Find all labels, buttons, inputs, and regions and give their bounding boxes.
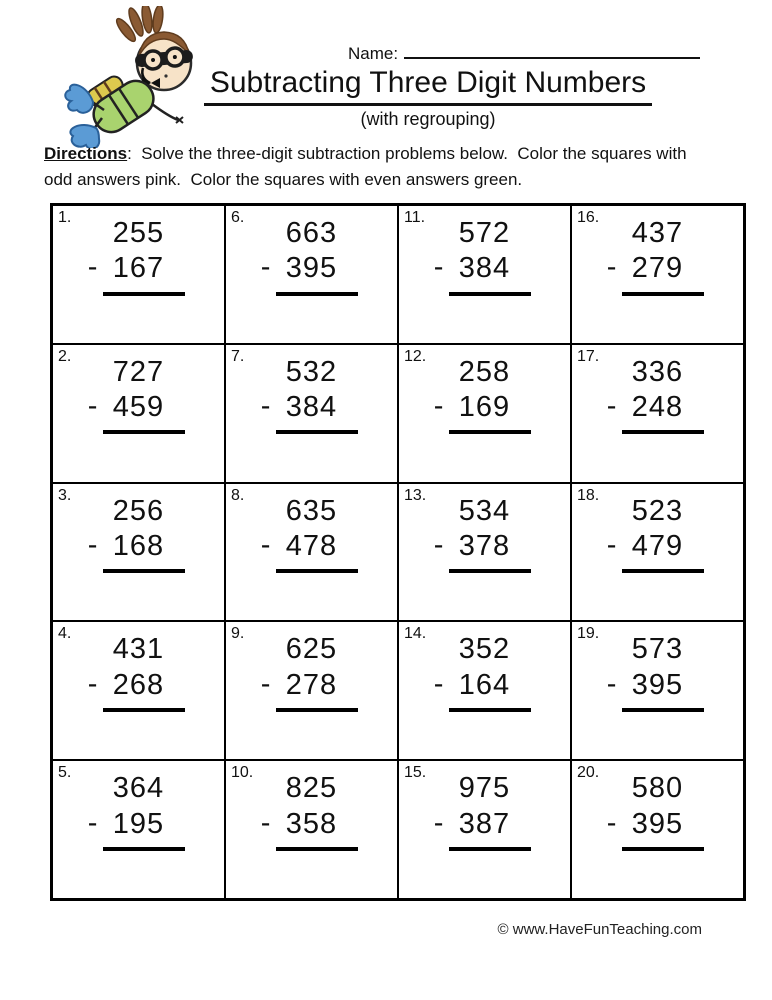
subtrahend-row	[433, 390, 511, 424]
problem-number: 17.	[577, 347, 600, 365]
minuend: 975	[458, 772, 511, 805]
minuend: 635	[285, 494, 338, 527]
minus-sign: -	[260, 528, 272, 561]
problem-cell[interactable]	[571, 621, 744, 760]
problem-cell[interactable]	[571, 344, 744, 483]
answer-line[interactable]	[622, 708, 704, 712]
minus-sign: -	[433, 528, 445, 561]
subtrahend-row	[433, 806, 511, 841]
minus-sign: -	[87, 667, 99, 700]
problem-number: 12.	[404, 347, 427, 365]
problem-cell[interactable]	[571, 205, 744, 344]
subtrahend-row	[87, 390, 165, 424]
problem-cell[interactable]	[52, 760, 225, 899]
subtrahend-row	[260, 390, 338, 424]
problem-number: 13.	[404, 486, 427, 504]
subtraction-problem	[53, 772, 224, 851]
minuend: 431	[112, 633, 165, 666]
problem-number: 18.	[577, 486, 600, 504]
answer-line[interactable]	[103, 847, 185, 851]
minus-sign: -	[606, 667, 618, 700]
subtrahend-row	[606, 806, 684, 841]
problem-cell[interactable]	[571, 483, 744, 622]
subtrahend: 378	[458, 529, 511, 562]
subtrahend: 387	[458, 807, 511, 840]
subtrahend: 167	[112, 252, 165, 285]
subtraction-problem	[399, 633, 570, 712]
problem-number: 5.	[58, 764, 72, 782]
name-fill-line[interactable]	[404, 44, 700, 59]
minus-sign: -	[260, 806, 272, 839]
problem-cell[interactable]	[398, 205, 571, 344]
answer-line[interactable]	[622, 569, 704, 573]
subtrahend-row	[606, 528, 684, 563]
minuend: 625	[285, 633, 338, 666]
problem-number: 4.	[58, 625, 72, 643]
problem-number: 1.	[58, 209, 72, 226]
answer-line[interactable]	[276, 847, 358, 851]
directions-line1	[44, 141, 754, 167]
answer-line[interactable]	[276, 430, 358, 434]
problem-cell[interactable]	[398, 344, 571, 483]
directions	[44, 141, 754, 194]
minuend: 534	[458, 494, 511, 527]
subtrahend: 395	[631, 807, 684, 840]
problem-number: 2.	[58, 347, 72, 365]
subtrahend-row	[260, 528, 338, 563]
subtraction-problem	[572, 217, 743, 296]
subtraction-problem	[226, 495, 397, 574]
subtraction-problem	[53, 633, 224, 712]
minuend: 572	[458, 217, 511, 249]
problems-grid	[50, 203, 746, 901]
answer-line[interactable]	[276, 292, 358, 296]
subtrahend: 358	[285, 807, 338, 840]
subtrahend: 395	[285, 252, 338, 285]
subtraction-problem	[53, 217, 224, 296]
answer-line[interactable]	[622, 292, 704, 296]
problem-cell[interactable]	[398, 760, 571, 899]
answer-line[interactable]	[276, 708, 358, 712]
answer-line[interactable]	[276, 569, 358, 573]
subtraction-problem	[572, 633, 743, 712]
subtraction-problem	[572, 356, 743, 435]
problem-cell[interactable]	[398, 483, 571, 622]
minus-sign: -	[87, 528, 99, 561]
answer-line[interactable]	[103, 708, 185, 712]
name-row	[348, 44, 700, 64]
problem-cell[interactable]	[225, 483, 398, 622]
subtraction-problem	[226, 772, 397, 851]
subtraction-problem	[399, 772, 570, 851]
subtrahend: 268	[112, 668, 165, 701]
subtrahend-row	[87, 667, 165, 702]
minus-sign: -	[606, 390, 618, 423]
subtrahend: 168	[112, 529, 165, 562]
minuend: 532	[285, 355, 338, 388]
subtraction-problem	[572, 772, 743, 851]
subtrahend-row	[87, 251, 165, 285]
problem-number: 6.	[231, 209, 245, 226]
answer-line[interactable]	[103, 292, 185, 296]
problem-number: 14.	[404, 625, 427, 643]
subtrahend: 279	[631, 252, 684, 285]
subtrahend: 384	[285, 391, 338, 424]
subtraction-problem	[399, 217, 570, 296]
directions-line2: odd answers pink. Color the squares with even answers green.	[44, 170, 523, 190]
footer-credit: © www.HaveFunTeaching.com	[497, 921, 702, 938]
answer-line[interactable]	[103, 430, 185, 434]
subtrahend-row	[606, 667, 684, 702]
answer-line[interactable]	[449, 708, 531, 712]
minus-sign: -	[606, 251, 618, 284]
minuend: 523	[631, 494, 684, 527]
problem-cell[interactable]	[52, 205, 225, 344]
page-subtitle: (with regrouping)	[360, 109, 496, 129]
minus-sign: -	[606, 806, 618, 839]
minus-sign: -	[260, 251, 272, 284]
minus-sign: -	[433, 806, 445, 839]
problem-cell[interactable]	[225, 621, 398, 760]
minuend: 727	[112, 355, 165, 388]
subtrahend-row	[260, 806, 338, 841]
subtrahend: 478	[285, 529, 338, 562]
subtrahend-row	[606, 251, 684, 285]
subtraction-problem	[226, 356, 397, 435]
subtrahend-row	[87, 528, 165, 563]
problem-number: 7.	[231, 347, 245, 365]
minus-sign: -	[433, 390, 445, 423]
minuend: 364	[112, 772, 165, 805]
subtrahend: 479	[631, 529, 684, 562]
subtrahend-row	[433, 251, 511, 285]
minuend: 580	[631, 772, 684, 805]
subtraction-problem	[399, 495, 570, 574]
subtrahend-row	[260, 667, 338, 702]
name-label: Name:	[348, 44, 399, 63]
minus-sign: -	[87, 806, 99, 839]
answer-line[interactable]	[622, 430, 704, 434]
subtrahend: 195	[112, 807, 165, 840]
answer-line[interactable]	[449, 292, 531, 296]
subtraction-problem	[572, 495, 743, 574]
subtrahend-row	[260, 251, 338, 285]
minuend: 663	[285, 217, 338, 249]
answer-line[interactable]	[449, 430, 531, 434]
title-block	[110, 66, 746, 130]
problem-number: 10.	[231, 764, 254, 782]
minus-sign: -	[433, 667, 445, 700]
minus-sign: -	[606, 528, 618, 561]
subtrahend: 395	[631, 668, 684, 701]
subtraction-problem	[53, 495, 224, 574]
minus-sign: -	[87, 390, 99, 423]
minuend: 255	[112, 217, 165, 249]
subtrahend-row	[606, 390, 684, 424]
subtrahend: 169	[458, 391, 511, 424]
subtrahend-row	[87, 806, 165, 841]
subtraction-problem	[226, 633, 397, 712]
minuend: 256	[112, 494, 165, 527]
subtrahend: 384	[458, 252, 511, 285]
answer-line[interactable]	[449, 847, 531, 851]
subtrahend: 164	[458, 668, 511, 701]
minuend: 336	[631, 355, 684, 388]
minuend: 825	[285, 772, 338, 805]
answer-line[interactable]	[449, 569, 531, 573]
problem-cell[interactable]	[52, 344, 225, 483]
problem-number: 20.	[577, 764, 600, 782]
minuend: 573	[631, 633, 684, 666]
minus-sign: -	[87, 251, 99, 284]
problem-cell[interactable]	[225, 344, 398, 483]
answer-line[interactable]	[103, 569, 185, 573]
subtrahend: 248	[631, 391, 684, 424]
minuend: 258	[458, 355, 511, 388]
minus-sign: -	[260, 667, 272, 700]
directions-line1-text: : Solve the three-digit subtraction problems below. Color the squares with	[127, 144, 687, 163]
problem-cell[interactable]	[398, 621, 571, 760]
problem-cell[interactable]	[52, 483, 225, 622]
directions-label: Directions	[44, 144, 128, 163]
problem-number: 11.	[404, 209, 426, 226]
subtraction-problem	[399, 356, 570, 435]
problem-number: 19.	[577, 625, 600, 643]
minus-sign: -	[260, 390, 272, 423]
problem-number: 9.	[231, 625, 245, 643]
problem-cell[interactable]	[52, 621, 225, 760]
subtrahend-row	[433, 528, 511, 563]
problem-number: 16.	[577, 209, 600, 226]
page-title: Subtracting Three Digit Numbers	[204, 66, 652, 106]
problem-number: 15.	[404, 764, 427, 782]
minus-sign: -	[433, 251, 445, 284]
subtrahend: 459	[112, 391, 165, 424]
subtraction-problem	[226, 217, 397, 296]
subtrahend: 278	[285, 668, 338, 701]
answer-line[interactable]	[622, 847, 704, 851]
minuend: 352	[458, 633, 511, 666]
problem-cell[interactable]	[225, 205, 398, 344]
problem-cell[interactable]	[571, 760, 744, 899]
problem-number: 8.	[231, 486, 245, 504]
minuend: 437	[631, 217, 684, 249]
subtrahend-row	[433, 667, 511, 702]
problem-number: 3.	[58, 486, 72, 504]
subtraction-problem	[53, 356, 224, 435]
problem-cell[interactable]	[225, 760, 398, 899]
